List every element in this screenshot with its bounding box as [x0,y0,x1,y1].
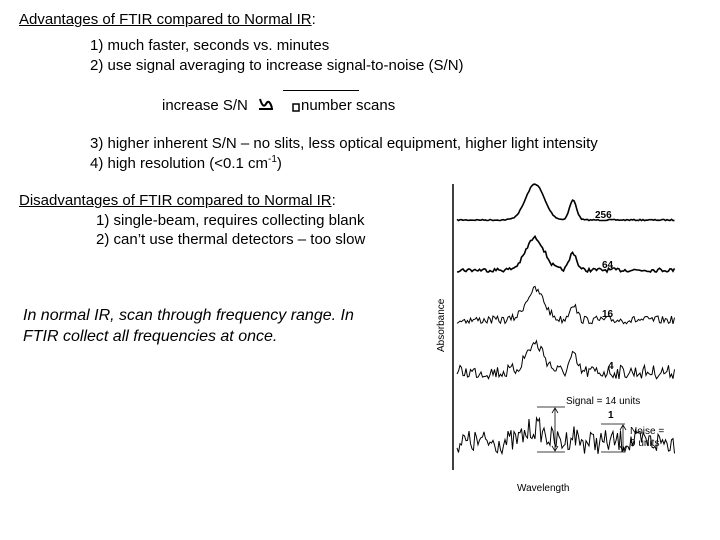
formula-right: number scans [301,97,396,114]
y-axis-label: Absorbance [436,298,447,352]
x-axis-label: Wavelength [517,483,570,494]
disadvantage-item-1: 1) single-beam, requires collecting blank [96,212,365,229]
sqrt-symbol-icon [292,98,301,114]
formula-left: increase S/N [162,97,248,114]
trace-label-1: 1 [608,410,614,421]
advantage-item-4 [90,155,282,173]
disadvantage-item-2: 2) can’t use thermal detectors – too slow [96,231,366,248]
advantage-item-1: 1) much faster, seconds vs. minutes [90,37,330,54]
signal-label: Signal = 14 units [566,396,641,407]
proportional-symbol-icon [257,95,275,113]
note-line-1: In normal IR, scan through frequency range. In [23,307,354,324]
disadvantages-heading: Disadvantages of FTIR compared to Normal IR [19,192,332,209]
noise-label-line-1: Noise = [630,426,665,437]
trace-label-64: 64 [602,260,614,271]
advantage-item-2: 2) use signal averaging to increase signal-to-noise (S/N) [90,57,464,74]
advantages-heading-line [19,11,316,29]
trace-label-4: 4 [608,361,614,372]
advantage-item-4-close: ) [276,155,282,172]
advantage-item-4-superscript: -1 [268,154,277,165]
noise-label-line-2: 9 units [630,438,660,449]
disadvantages-heading-line [19,192,336,210]
advantage-item-4-text: 4) high resolution (<0.1 cm [90,155,269,172]
trace-label-256: 256 [595,210,612,221]
note-line-2: FTIR collect all frequencies at once. [23,328,278,345]
trace-label-16: 16 [602,309,614,320]
advantages-colon: : [311,11,316,28]
signal-averaging-figure [425,180,695,500]
disadvantages-colon: : [331,192,336,209]
sqrt-overline [283,90,359,91]
advantages-heading: Advantages of FTIR compared to Normal IR [19,11,312,28]
advantage-item-3: 3) higher inherent S/N – no slits, less optical equipment, higher light intensity [90,135,598,152]
